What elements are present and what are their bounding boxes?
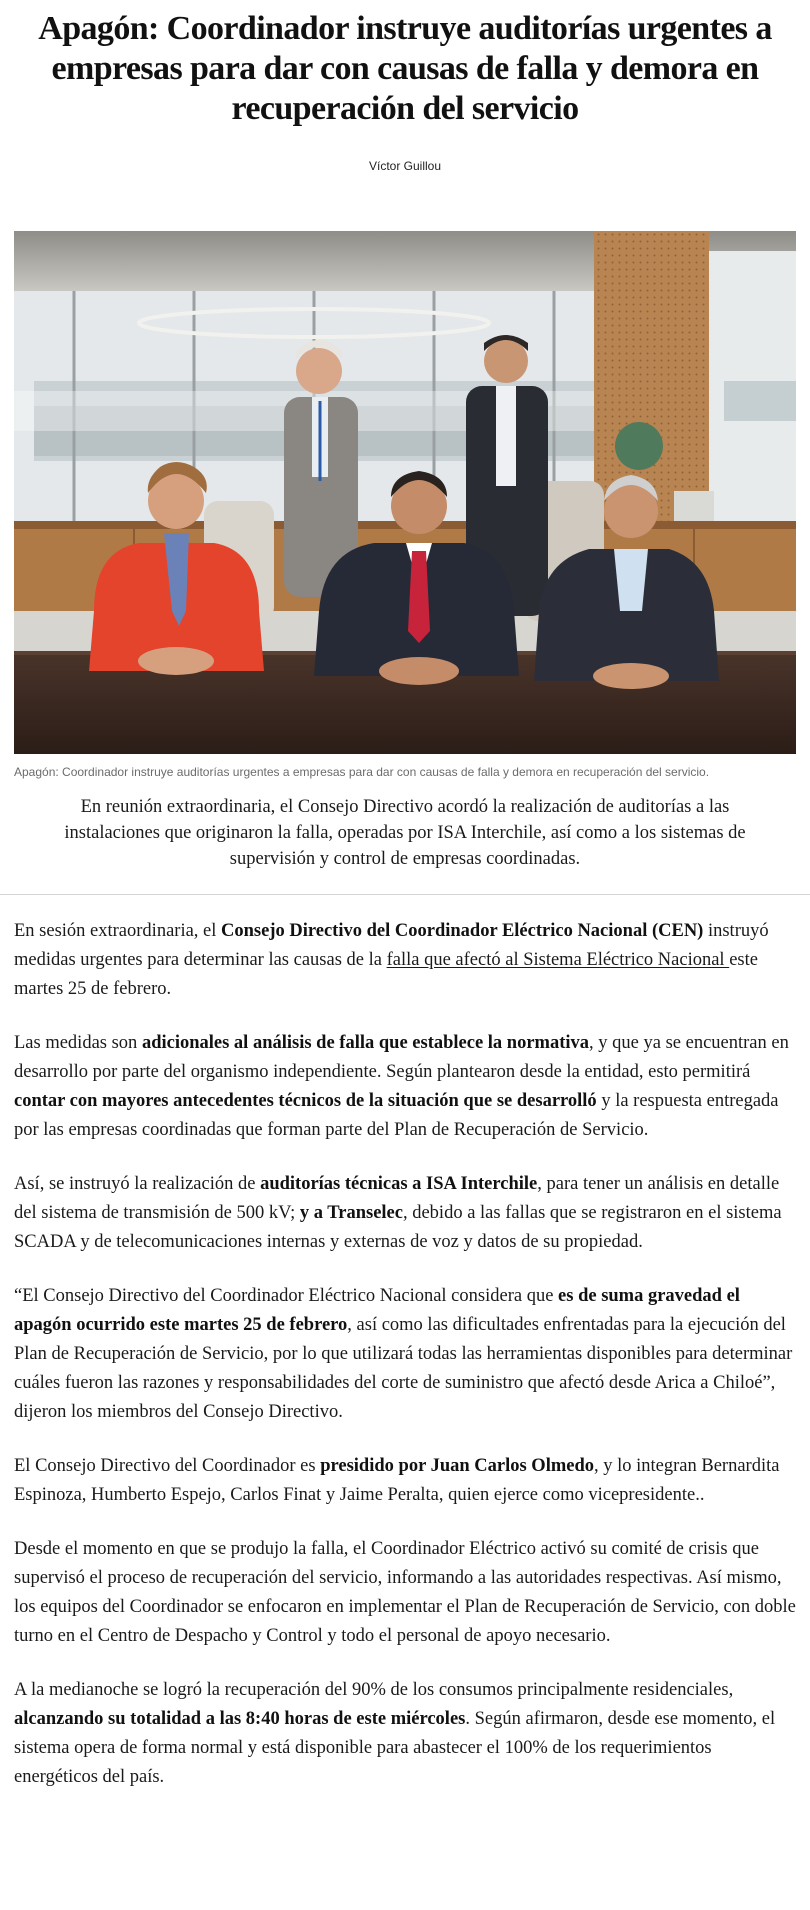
text: “El Consejo Directivo del Coordinador Eléctrico Nacional considera que <box>14 1286 559 1306</box>
bold-text: contar con mayores antecedentes técnicos de la situación que se desarrolló <box>14 1091 597 1111</box>
article-title: Apagón: Coordinador instruye auditorías urgentes a empresas para dar con causas de falla y demora en recuperación del servicio <box>38 10 772 127</box>
bold-text: y a Transelec <box>299 1203 403 1223</box>
text: Las medidas son <box>14 1033 142 1053</box>
author-byline[interactable]: Víctor Guillou <box>368 159 442 173</box>
group-photo <box>14 231 796 754</box>
text: , debido a las fallas que se registraron en el sistema SCADA y de telecomunicaciones internas y externas de voz y datos de su propiedad. <box>14 1203 782 1252</box>
paragraph-4 <box>14 1282 796 1427</box>
text: Desde el momento en que se produjo la falla, el Coordinador Eléctrico activó su comité de crisis que supervisó el proceso de recuperación del servicio, informando a las autoridades respectivas. Así mismo, los equipos del Coordinador se enfocaron en implementar el Plan de Recuperación de Servicio, con doble turno en el Centro de Despacho y Control y todo el personal de apoyo necesario. <box>14 1539 796 1646</box>
article-body <box>0 895 810 1792</box>
paragraph-5 <box>14 1452 796 1510</box>
text: En sesión extraordinaria, el <box>14 921 222 941</box>
bold-text: alcanzando su totalidad a las 8:40 horas de este miércoles <box>14 1709 466 1729</box>
text: , y lo integran Bernardita Espinoza, Humberto Espejo, Carlos Finat y Jaime Peralta, quien ejerce como vicepresidente.. <box>14 1456 780 1505</box>
text: El Consejo Directivo del Coordinador es <box>14 1456 321 1476</box>
bold-text: auditorías técnicas a ISA Interchile <box>260 1174 538 1194</box>
paragraph-1 <box>14 917 796 1004</box>
paragraph-2 <box>14 1029 796 1145</box>
paragraph-3 <box>14 1170 796 1257</box>
article-lead: En reunión extraordinaria, el Consejo Directivo acordó la realización de auditorías a las instalaciones que originaron la falla, operadas por ISA Interchile, así como a los sistemas de supervisión y control de empresas coordinadas. <box>64 797 746 869</box>
text: este martes 25 de febrero. <box>14 950 758 999</box>
text: y la respuesta entregada por las empresas coordinadas que forman parte del Plan de Recuperación de Servicio. <box>14 1091 779 1140</box>
bold-text: Consejo Directivo del Coordinador Eléctrico Nacional (CEN) <box>221 921 704 941</box>
falla-link[interactable]: falla que afectó al Sistema Eléctrico Nacional <box>386 950 730 970</box>
bold-text: adicionales al análisis de falla que establece la normativa <box>141 1033 590 1053</box>
text: A la medianoche se logró la recuperación del 90% de los consumos principalmente residenciales, <box>14 1680 734 1700</box>
paragraph-7 <box>14 1676 796 1792</box>
text: , así como las dificultades enfrentadas para la ejecución del Plan de Recuperación de Servicio, por lo que utilizará todas las herramientas disponibles para determinar cuáles fueron las razones y responsabilidades del corte de suministro que afectó desde Arica a Chiloé”, dijeron los miembros del Consejo Directivo. <box>14 1315 793 1422</box>
text: , para tener un análisis en detalle del sistema de transmisión de 500 kV; <box>14 1174 780 1223</box>
text: , y que ya se encuentran en desarrollo por parte del organismo independiente. Según plantearon desde la entidad, esto permitirá <box>14 1033 789 1082</box>
paragraph-6 <box>14 1535 796 1651</box>
article-figure <box>0 231 810 780</box>
text: instruyó medidas urgentes para determinar las causas de la <box>14 921 769 970</box>
bold-text: es de suma gravedad el apagón ocurrido este martes 25 de febrero <box>14 1286 740 1335</box>
text: Así, se instruyó la realización de <box>14 1174 261 1194</box>
text: . Según afirmaron, desde ese momento, el sistema opera de forma normal y está disponible para abastecer el 100% de los requerimientos energéticos del país. <box>14 1709 776 1787</box>
bold-text: presidido por Juan Carlos Olmedo <box>320 1456 594 1476</box>
image-caption: Apagón: Coordinador instruye auditorías urgentes a empresas para dar con causas de falla y demora en recuperación del servicio. <box>14 765 710 779</box>
